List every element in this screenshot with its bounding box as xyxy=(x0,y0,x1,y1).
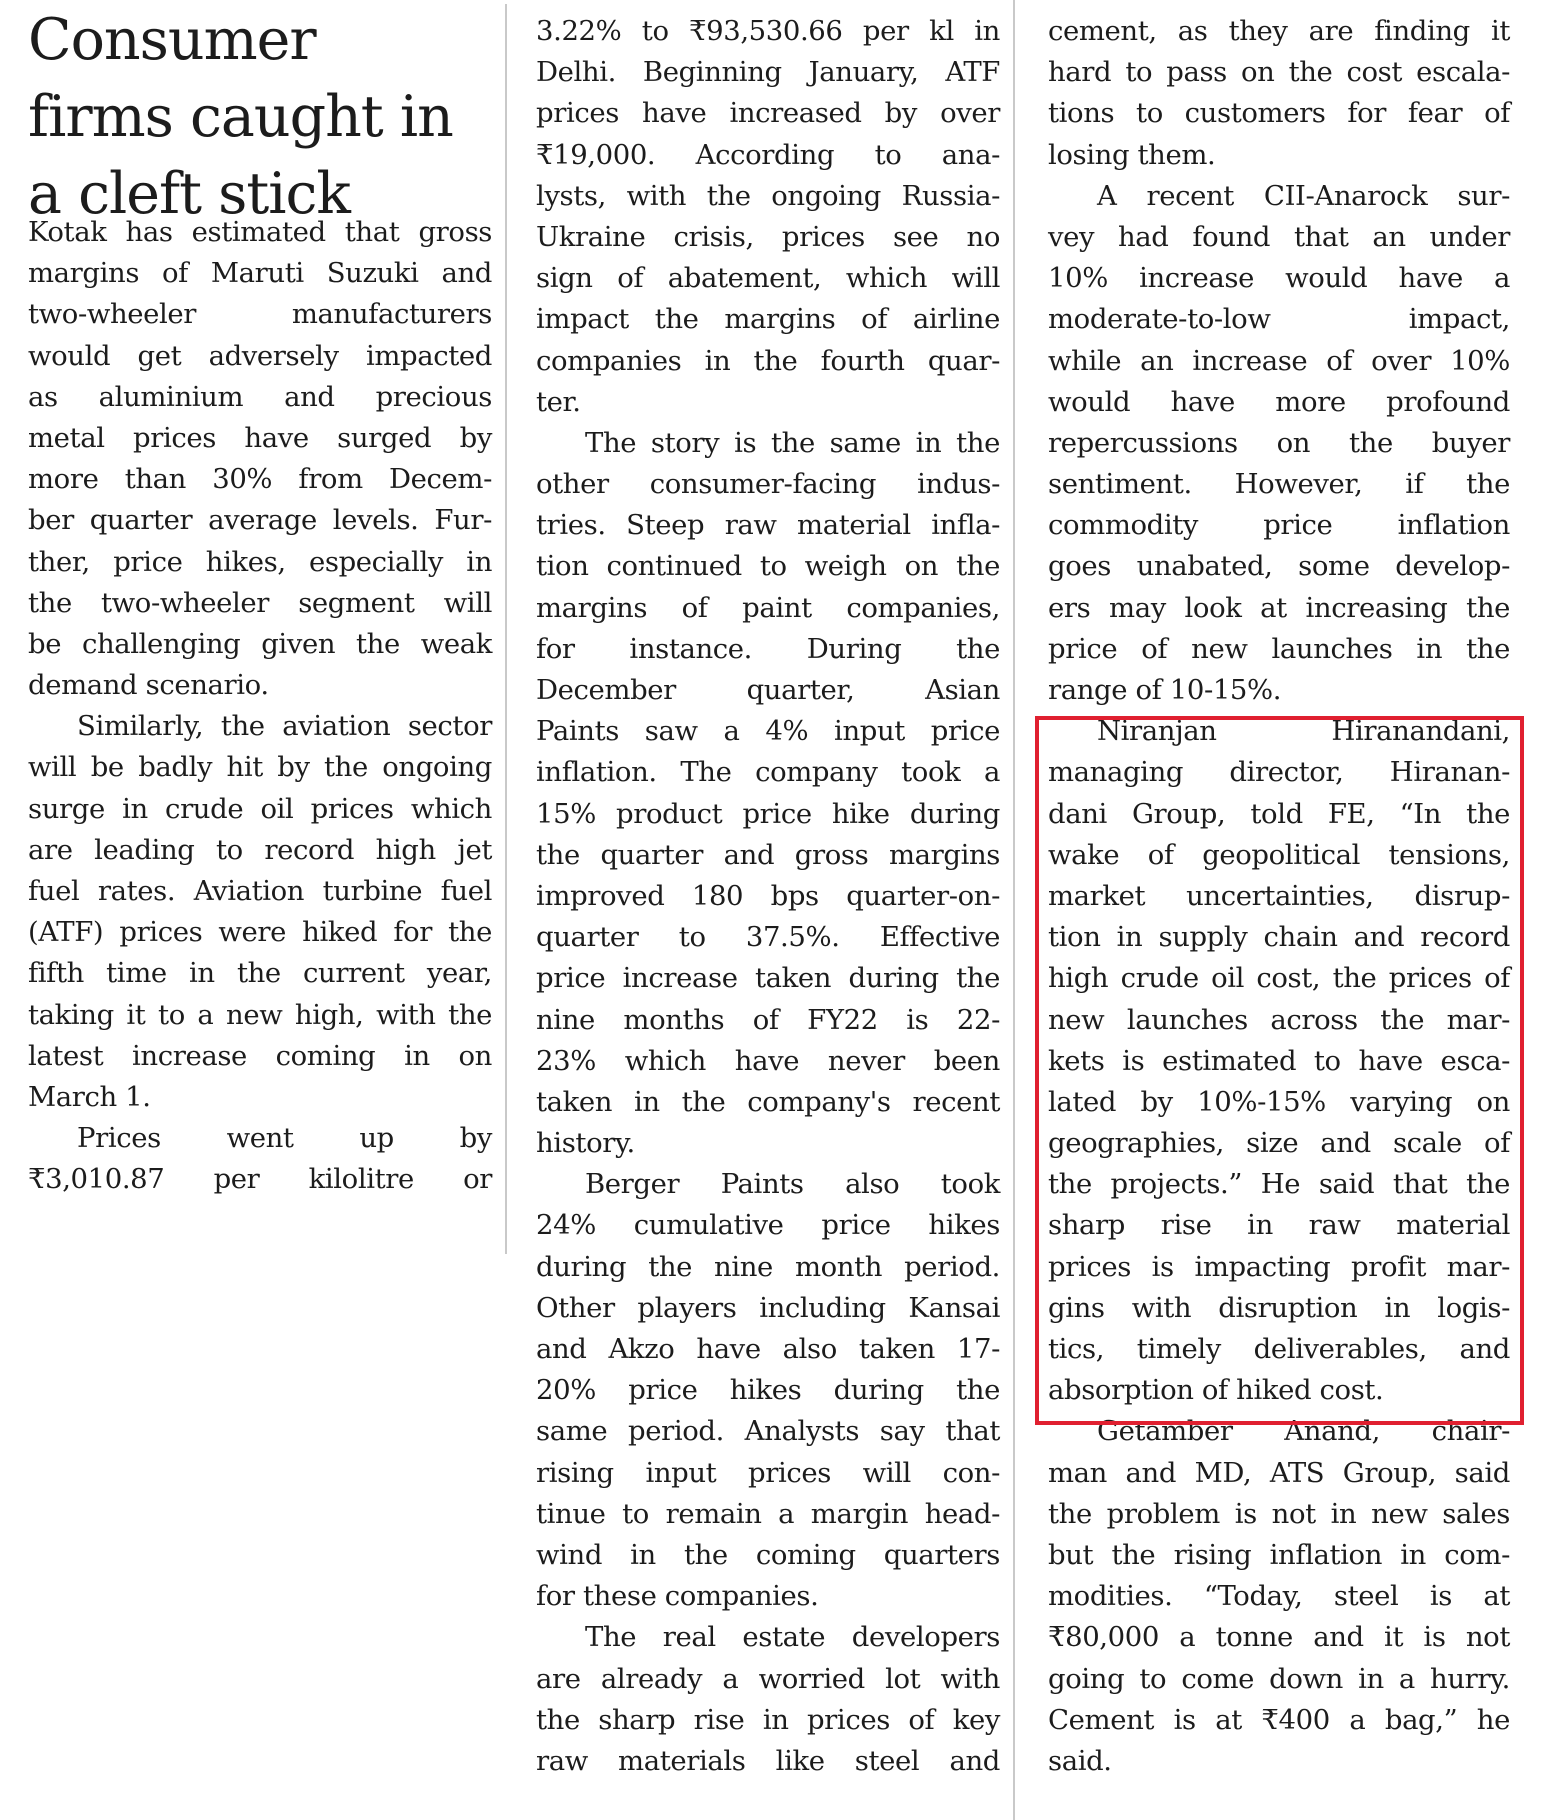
text-line: managing director, Hiranan- xyxy=(1048,756,1510,789)
text-line: absorption of hiked cost. xyxy=(1048,1374,1384,1407)
text-line: ₹3,010.87 per kilolitre or xyxy=(28,1163,492,1196)
text-line: tics, timely deliverables, and xyxy=(1048,1333,1510,1365)
text-line: vey had found that an under xyxy=(1048,220,1510,253)
text-line: surge in crude oil prices which xyxy=(28,792,492,825)
column-divider-left xyxy=(505,4,507,1254)
text-line: are leading to record high jet xyxy=(28,833,492,866)
text-line: losing them. xyxy=(1048,138,1216,171)
text-line: cement, as they are finding it xyxy=(1048,15,1510,47)
text-line: be challenging given the weak xyxy=(28,627,492,660)
text-line: history. xyxy=(536,1127,635,1160)
text-line: rising input prices will con- xyxy=(536,1456,1000,1489)
text-line: Similarly, the aviation sector xyxy=(77,710,492,743)
text-line: the quarter and gross margins xyxy=(536,838,1000,871)
text-line: sentiment. However, if the xyxy=(1048,468,1510,501)
headline-line: Consumer xyxy=(28,7,316,73)
text-line: would get adversely impacted xyxy=(28,339,492,372)
text-line: ers may look at increasing the xyxy=(1048,591,1510,624)
text-line: kets is estimated to have esca- xyxy=(1048,1044,1510,1077)
text-line: sharp rise in raw material xyxy=(1048,1209,1510,1242)
text-line: lysts, with the ongoing Russia- xyxy=(536,179,1000,212)
text-line: repercussions on the buyer xyxy=(1048,426,1510,459)
text-line: quarter to 37.5%. Effective xyxy=(536,921,1000,954)
text-line: geographies, size and scale of xyxy=(1048,1127,1510,1160)
text-line: gins with disruption in logis- xyxy=(1048,1291,1510,1324)
text-line: Cement is at ₹400 a bag,” he xyxy=(1048,1703,1510,1736)
text-line: market uncertainties, disrup- xyxy=(1048,879,1510,912)
text-line: Prices went up by xyxy=(77,1122,492,1155)
text-line: demand scenario. xyxy=(28,669,269,702)
text-line: lated by 10%-15% varying on xyxy=(1048,1085,1510,1118)
text-line: fifth time in the current year, xyxy=(28,957,492,990)
text-line: high crude oil cost, the prices of xyxy=(1048,962,1510,995)
text-line: commodity price inflation xyxy=(1048,509,1510,542)
text-line: Niranjan Hiranandani, xyxy=(1097,715,1510,748)
column-body xyxy=(536,11,1000,1782)
text-line: March 1. xyxy=(28,1080,151,1113)
text-line: inflation. The company took a xyxy=(536,756,1000,789)
text-line: taking it to a new high, with the xyxy=(28,998,492,1031)
text-line: margins of Maruti Suzuki and xyxy=(28,257,492,290)
text-line: taken in the company's recent xyxy=(536,1085,1000,1118)
text-line: the two-wheeler segment will xyxy=(28,586,492,619)
text-line: ₹80,000 a tonne and it is not xyxy=(1048,1621,1510,1654)
text-line: during the nine month period. xyxy=(536,1250,1000,1283)
text-line: companies in the fourth quar- xyxy=(536,344,1000,377)
headline-line: firms caught in xyxy=(28,84,453,150)
text-line: 10% increase would have a xyxy=(1048,262,1510,295)
text-line: Other players including Kansai xyxy=(536,1291,1000,1324)
text-line: and Akzo have also taken 17- xyxy=(536,1333,1000,1365)
headline-line: a cleft stick xyxy=(28,161,350,227)
text-line: fuel rates. Aviation turbine fuel xyxy=(28,875,492,907)
text-line: new launches across the mar- xyxy=(1048,1003,1510,1036)
text-line: raw materials like steel and xyxy=(536,1744,1000,1777)
text-line: the problem is not in new sales xyxy=(1048,1497,1510,1530)
text-line: tions to customers for fear of xyxy=(1048,97,1510,130)
text-line: Berger Paints also took xyxy=(585,1168,1000,1201)
text-line: sign of abatement, which will xyxy=(536,262,1000,295)
article-column-1 xyxy=(28,2,492,1201)
text-line: latest increase coming in on xyxy=(28,1039,492,1072)
text-line: The story is the same in the xyxy=(585,426,1000,459)
text-line: hard to pass on the cost escala- xyxy=(1048,56,1510,89)
column-divider-right xyxy=(1013,0,1015,1820)
text-line: ter. xyxy=(536,385,581,418)
text-line: would have more profound xyxy=(1048,385,1510,418)
text-line: 3.22% to ₹93,530.66 per kl in xyxy=(536,15,1000,47)
text-line: same period. Analysts say that xyxy=(536,1415,1000,1448)
headline xyxy=(28,2,492,233)
article-column-2 xyxy=(536,11,1000,1782)
text-line: are already a worried lot with xyxy=(536,1662,1000,1695)
text-line: impact the margins of airline xyxy=(536,303,1000,336)
text-line: prices is impacting profit mar- xyxy=(1048,1250,1510,1283)
text-line: more than 30% from Decem- xyxy=(28,463,492,496)
text-line: ther, price hikes, especially in xyxy=(28,545,492,578)
text-line: said. xyxy=(1048,1744,1112,1777)
text-line: A recent CII-Anarock sur- xyxy=(1097,179,1510,212)
text-line: Delhi. Beginning January, ATF xyxy=(536,56,1000,89)
text-line: 20% price hikes during the xyxy=(536,1374,1000,1407)
text-line: for these companies. xyxy=(536,1580,819,1613)
text-line: Kotak has estimated that gross xyxy=(28,216,492,248)
text-line: ber quarter average levels. Fur- xyxy=(28,504,492,537)
text-line: (ATF) prices were hiked for the xyxy=(28,916,492,949)
text-line: other consumer-facing indus- xyxy=(536,468,1000,501)
text-line: goes unabated, some develop- xyxy=(1048,550,1510,583)
text-line: moderate-to-low impact, xyxy=(1048,303,1510,336)
text-line: ₹19,000. According to ana- xyxy=(536,138,1000,171)
text-line: while an increase of over 10% xyxy=(1048,344,1510,377)
text-line: December quarter, Asian xyxy=(536,674,1000,706)
text-line: range of 10-15%. xyxy=(1048,674,1282,706)
text-line: the sharp rise in prices of key xyxy=(536,1703,1000,1736)
text-line: wind in the coming quarters xyxy=(536,1538,1000,1571)
text-line: 23% which have never been xyxy=(536,1044,1000,1077)
highlight-box xyxy=(1035,716,1524,1425)
text-line: price increase taken during the xyxy=(536,962,1000,995)
text-line: the projects.” He said that the xyxy=(1048,1168,1510,1201)
text-line: prices have increased by over xyxy=(536,97,1000,130)
text-line: tinue to remain a margin head- xyxy=(536,1497,1000,1530)
text-line: Ukraine crisis, prices see no xyxy=(536,220,1000,253)
text-line: 24% cumulative price hikes xyxy=(536,1209,1000,1242)
text-line: 15% product price hike during xyxy=(536,797,1000,830)
text-line: for instance. During the xyxy=(536,632,1000,665)
text-line: but the rising inflation in com- xyxy=(1048,1538,1510,1571)
text-line: The real estate developers xyxy=(585,1621,1000,1654)
text-line: improved 180 bps quarter-on- xyxy=(536,879,1000,912)
text-line: margins of paint companies, xyxy=(536,591,1000,624)
column-body xyxy=(28,212,492,1201)
text-line: metal prices have surged by xyxy=(28,421,492,454)
text-line: going to come down in a hurry. xyxy=(1048,1662,1510,1695)
text-line: tries. Steep raw material infla- xyxy=(536,509,1000,542)
text-line: wake of geopolitical tensions, xyxy=(1048,838,1510,871)
text-line: modities. “Today, steel is at xyxy=(1048,1580,1510,1613)
text-line: will be badly hit by the ongoing xyxy=(28,751,492,784)
text-line: price of new launches in the xyxy=(1048,632,1510,665)
text-line: dani Group, told FE, “In the xyxy=(1048,797,1510,830)
text-line: tion continued to weigh on the xyxy=(536,550,1000,583)
text-line: tion in supply chain and record xyxy=(1048,921,1510,954)
text-line: Paints saw a 4% input price xyxy=(536,715,1000,748)
text-line: as aluminium and precious xyxy=(28,380,492,413)
text-line: nine months of FY22 is 22- xyxy=(536,1003,1000,1036)
text-line: man and MD, ATS Group, said xyxy=(1048,1456,1510,1489)
text-line: Getamber Anand, chair- xyxy=(1097,1415,1510,1448)
text-line: two-wheeler manufacturers xyxy=(28,298,492,331)
